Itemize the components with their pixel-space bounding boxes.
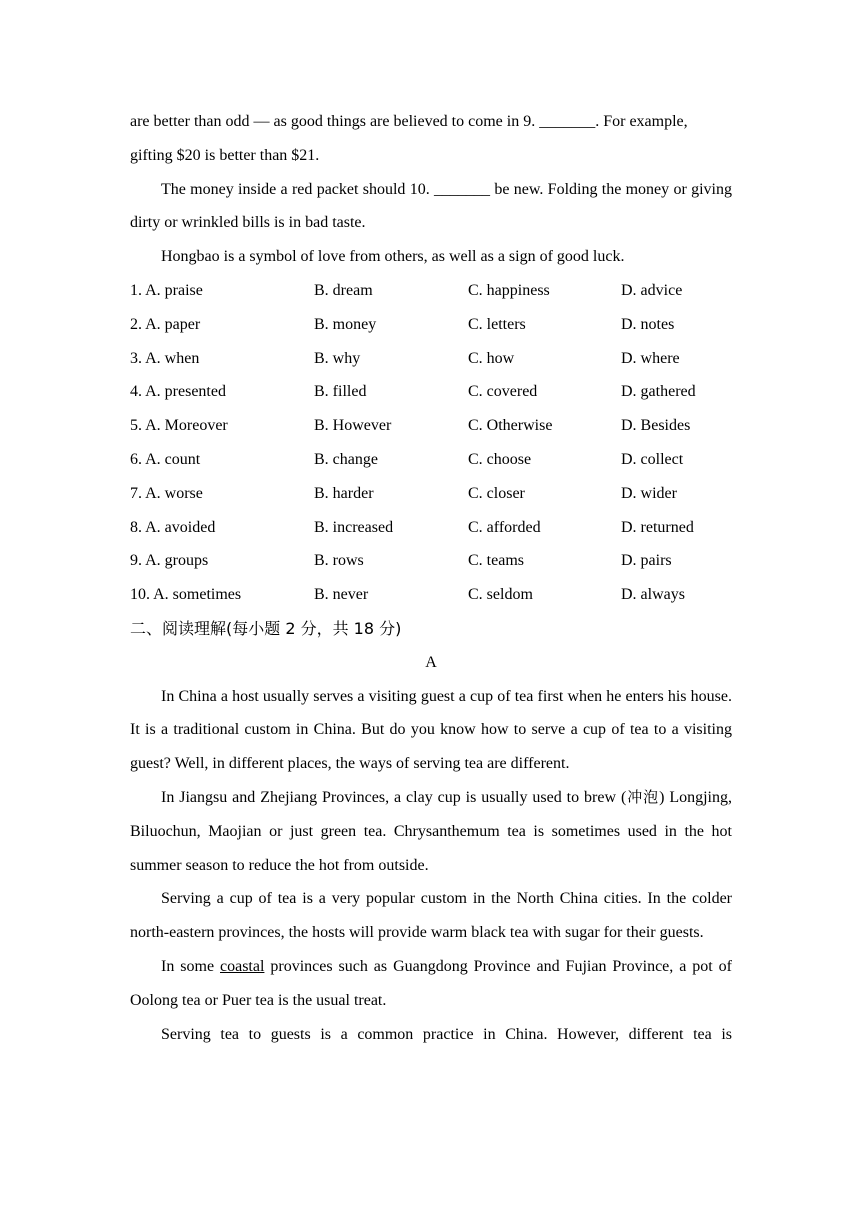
option-b: B. never	[314, 586, 369, 604]
option-d: D. always	[621, 586, 685, 604]
option-a: 4. A. presented	[130, 383, 226, 401]
option-a: 10. A. sometimes	[130, 586, 242, 604]
option-a: 3. A. when	[130, 349, 200, 367]
option-d: D. gathered	[621, 383, 696, 401]
question-row	[130, 477, 732, 511]
option-d: D. pairs	[621, 552, 672, 570]
option-c: C. choose	[468, 450, 532, 468]
document-page	[130, 105, 732, 1051]
option-a: 5. A. Moreover	[130, 417, 228, 435]
option-b: B. rows	[314, 552, 364, 570]
question-options-list	[130, 274, 732, 612]
paragraph-text: ) Longjing, Biluochun, Maojian or just green tea. Chrysanthemum tea is sometimes used in the hot summer season to reduce the hot from outside.	[130, 788, 732, 874]
question-row	[130, 544, 732, 578]
option-a: 1. A. praise	[130, 281, 203, 299]
chinese-gloss: 冲泡	[626, 787, 660, 806]
question-row	[130, 342, 732, 376]
option-a: 7. A. worse	[130, 484, 203, 502]
option-b: B. change	[314, 450, 378, 468]
cloze-paragraph: Hongbao is a symbol of love from others, as well as a sign of good luck.	[161, 248, 625, 266]
option-c: C. closer	[468, 484, 525, 502]
question-row	[130, 443, 732, 477]
option-b: B. money	[314, 315, 377, 333]
option-b: B. why	[314, 349, 361, 367]
option-a: 6. A. count	[130, 450, 201, 468]
passage-paragraph	[130, 781, 732, 882]
question-row	[130, 511, 732, 545]
cloze-paragraph: The money inside a red packet should 10. _______ be new. Folding the money or giving dirty or wrinkled bills is in bad taste.	[130, 180, 732, 232]
option-c: C. letters	[468, 315, 526, 333]
passage-paragraph: In China a host usually serves a visiting guest a cup of tea first when he enters his house. It is a traditional custom in China. But do you know how to serve a cup of tea to a visiting guest? Well, in different places, the ways of serving tea are different.	[130, 687, 732, 773]
option-a: 9. A. groups	[130, 552, 209, 570]
option-d: D. wider	[621, 484, 677, 502]
paragraph-text: provinces such as Guangdong Province and Fujian Province, a pot of Oolong tea or Puer tea is the usual treat.	[130, 957, 732, 1009]
cloze-text-line: are better than odd — as good things are believed to come in 9. _______. For example,	[130, 113, 688, 130]
cloze-text-line: gifting $20 is better than $21.	[130, 146, 320, 164]
option-b: B. filled	[314, 383, 367, 401]
option-d: D. where	[621, 349, 680, 367]
passage-paragraph: Serving tea to guests is a common practice in China. However, different tea is	[161, 1025, 732, 1043]
option-d: D. returned	[621, 518, 694, 536]
option-b: B. dream	[314, 281, 373, 299]
paragraph-text: In Jiangsu and Zhejiang Provinces, a clay cup is usually used to brew (	[161, 788, 627, 806]
passage-label: A	[425, 653, 437, 671]
option-a: 8. A. avoided	[130, 518, 216, 536]
option-d: D. collect	[621, 450, 684, 468]
option-d: D. advice	[621, 281, 683, 299]
question-row	[130, 578, 732, 612]
option-c: C. happiness	[468, 281, 550, 299]
section-heading: 二、阅读理解(每小题 2 分，共 18 分)	[130, 618, 402, 638]
option-d: D. Besides	[621, 417, 691, 435]
option-c: C. Otherwise	[468, 417, 553, 435]
option-c: C. teams	[468, 552, 524, 570]
option-d: D. notes	[621, 315, 675, 333]
option-b: B. However	[314, 417, 392, 435]
underlined-word: coastal	[220, 957, 265, 975]
paragraph-text: In some	[161, 957, 220, 975]
question-row	[130, 375, 732, 409]
question-row	[130, 274, 732, 308]
option-c: C. how	[468, 349, 515, 367]
option-c: C. covered	[468, 383, 538, 401]
option-c: C. seldom	[468, 586, 533, 604]
option-b: B. harder	[314, 484, 374, 502]
option-c: C. afforded	[468, 518, 541, 536]
question-row	[130, 409, 732, 443]
passage-paragraph	[130, 950, 732, 1018]
option-a: 2. A. paper	[130, 315, 201, 333]
option-b: B. increased	[314, 518, 394, 536]
question-row	[130, 308, 732, 342]
passage-paragraph: Serving a cup of tea is a very popular custom in the North China cities. In the colder north-eastern provinces, the hosts will provide warm black tea with sugar for their guests.	[130, 890, 732, 942]
